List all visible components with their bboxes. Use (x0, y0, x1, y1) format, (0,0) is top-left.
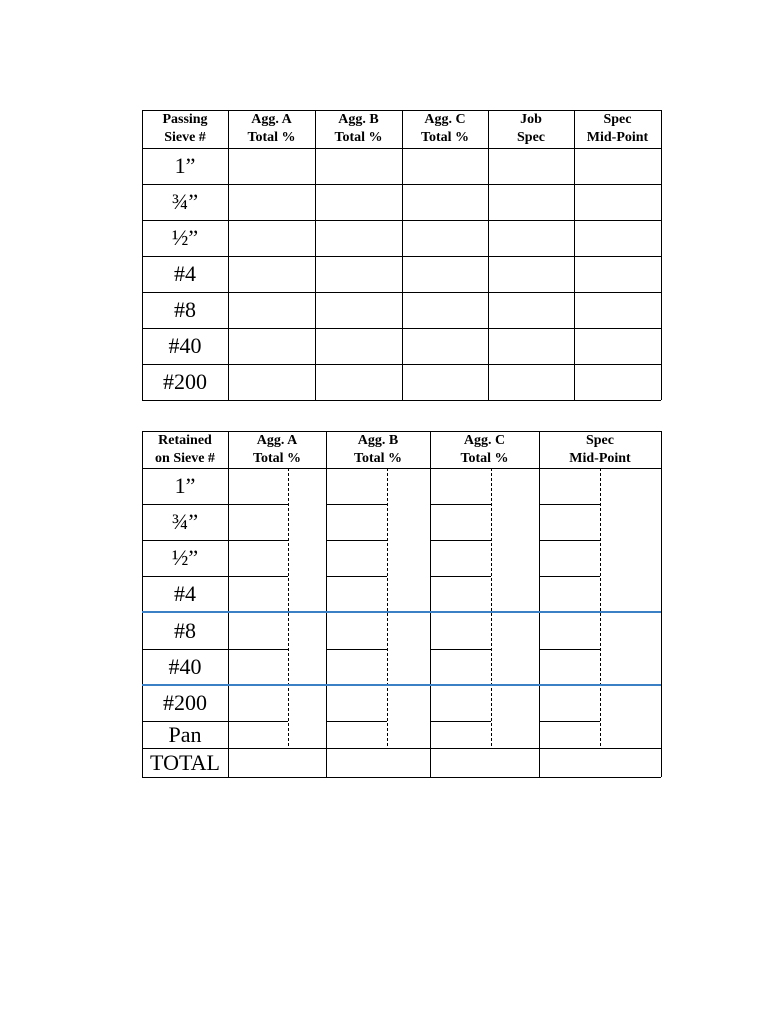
data-cell[interactable] (326, 612, 387, 649)
column-header: Agg. A Total % (247, 112, 296, 145)
data-cell[interactable] (315, 148, 402, 184)
data-cell[interactable] (539, 721, 600, 748)
total-label: TOTAL (150, 749, 220, 775)
data-cell[interactable] (326, 721, 387, 748)
data-cell[interactable] (228, 504, 288, 540)
sieve-label: #200 (163, 690, 207, 715)
passing-sieve-table (142, 110, 661, 400)
data-cell[interactable] (574, 328, 661, 364)
data-cell[interactable] (574, 184, 661, 220)
data-cell[interactable] (539, 612, 600, 649)
sieve-label: #8 (174, 297, 196, 322)
sieve-label: #40 (168, 654, 202, 679)
dashed-split (491, 468, 492, 746)
column-header: Spec Mid-Point (586, 112, 649, 145)
data-cell[interactable] (228, 184, 315, 220)
data-cell[interactable] (326, 576, 387, 612)
data-cell[interactable] (539, 576, 600, 612)
data-cell[interactable] (315, 256, 402, 292)
sieve-label: ½” (171, 545, 199, 570)
data-cell[interactable] (326, 504, 387, 540)
data-cell[interactable] (315, 292, 402, 328)
data-cell[interactable] (228, 540, 288, 576)
data-cell[interactable] (228, 468, 288, 504)
data-cell[interactable] (315, 220, 402, 256)
total-cell[interactable] (228, 748, 326, 777)
data-cell[interactable] (315, 328, 402, 364)
data-cell[interactable] (228, 220, 315, 256)
data-cell[interactable] (488, 364, 574, 400)
data-cell[interactable] (488, 220, 574, 256)
column-header: Agg. C Total % (460, 432, 509, 466)
data-cell[interactable] (430, 612, 491, 649)
data-cell[interactable] (430, 540, 491, 576)
data-cell[interactable] (402, 292, 488, 328)
data-cell[interactable] (574, 292, 661, 328)
data-cell[interactable] (402, 364, 488, 400)
column-header: Passing Sieve # (162, 112, 208, 145)
data-cell[interactable] (430, 685, 491, 721)
retained-sieve-table (142, 431, 661, 777)
data-cell[interactable] (574, 256, 661, 292)
total-cell[interactable] (430, 748, 539, 777)
column-header: Spec Mid-Point (569, 432, 631, 466)
data-cell[interactable] (326, 468, 387, 504)
data-cell[interactable] (430, 721, 491, 748)
column-header: Agg. C Total % (420, 112, 470, 145)
sieve-label: #4 (174, 261, 196, 286)
column-header: Agg. A Total % (252, 432, 302, 466)
total-cell[interactable] (326, 748, 430, 777)
data-cell[interactable] (574, 148, 661, 184)
data-cell[interactable] (228, 576, 288, 612)
data-cell[interactable] (488, 184, 574, 220)
data-cell[interactable] (402, 328, 488, 364)
data-cell[interactable] (228, 256, 315, 292)
sieve-label: 1” (174, 153, 196, 178)
sieve-label: 1” (174, 473, 196, 498)
sieve-label: #8 (174, 617, 196, 643)
data-cell[interactable] (228, 649, 288, 685)
sieve-label: #4 (174, 581, 196, 606)
column-header: Agg. B Total % (334, 112, 383, 145)
data-cell[interactable] (228, 292, 315, 328)
data-cell[interactable] (228, 721, 288, 748)
data-cell[interactable] (539, 504, 600, 540)
sieve-label: ½” (171, 225, 199, 250)
data-cell[interactable] (228, 328, 315, 364)
sieve-label: #40 (168, 333, 202, 358)
data-cell[interactable] (402, 184, 488, 220)
data-cell[interactable] (430, 649, 491, 685)
sieve-label: ¾” (171, 509, 199, 534)
dashed-split (288, 468, 289, 746)
total-cell[interactable] (539, 748, 661, 777)
data-cell[interactable] (228, 148, 315, 184)
sieve-label: ¾” (171, 189, 199, 214)
data-cell[interactable] (539, 649, 600, 685)
data-cell[interactable] (488, 256, 574, 292)
dashed-split (387, 468, 388, 746)
data-cell[interactable] (430, 468, 491, 504)
data-cell[interactable] (539, 540, 600, 576)
data-cell[interactable] (488, 292, 574, 328)
data-cell[interactable] (228, 685, 288, 721)
data-cell[interactable] (326, 649, 387, 685)
data-cell[interactable] (430, 576, 491, 612)
data-cell[interactable] (315, 364, 402, 400)
data-cell[interactable] (574, 364, 661, 400)
data-cell[interactable] (326, 685, 387, 721)
data-cell[interactable] (539, 685, 600, 721)
column-header: Job Spec (517, 112, 545, 145)
dashed-split (600, 468, 601, 746)
sieve-label: #200 (163, 369, 207, 394)
data-cell[interactable] (574, 220, 661, 256)
grid-line (661, 431, 662, 777)
data-cell[interactable] (402, 220, 488, 256)
data-cell[interactable] (430, 504, 491, 540)
data-cell[interactable] (488, 148, 574, 184)
column-header: Agg. B Total % (353, 432, 403, 466)
data-cell[interactable] (402, 148, 488, 184)
sieve-label: Pan (168, 721, 202, 747)
data-cell[interactable] (228, 364, 315, 400)
data-cell[interactable] (488, 328, 574, 364)
data-cell[interactable] (315, 184, 402, 220)
data-cell[interactable] (539, 468, 600, 504)
data-cell[interactable] (326, 540, 387, 576)
data-cell[interactable] (228, 612, 288, 649)
column-header: Retained on Sieve # (155, 432, 215, 466)
data-cell[interactable] (402, 256, 488, 292)
